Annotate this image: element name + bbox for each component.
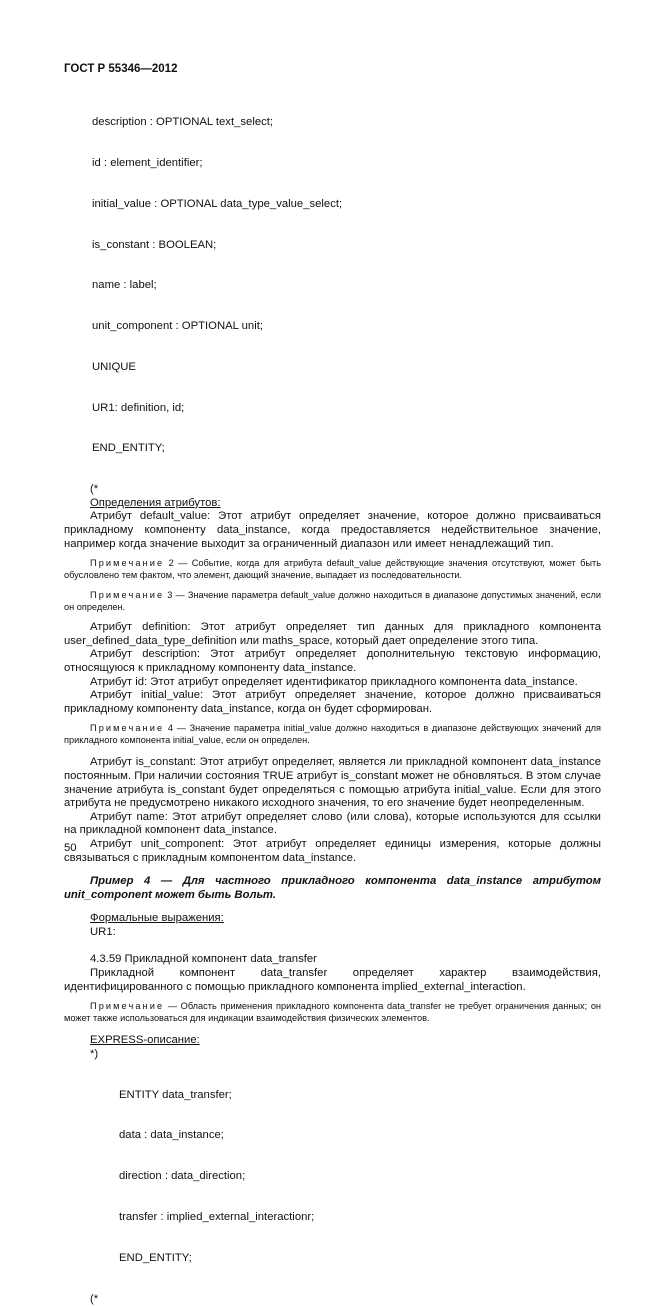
code-line: ENTITY data_transfer;	[119, 1088, 232, 1101]
note-2	[64, 557, 601, 581]
code-line: unit_component : OPTIONAL unit;	[92, 320, 264, 333]
note-text: — Значение параметра initial_value должно находиться в диапазоне действующих значений для прикладного компонента initial_value, если он определен.	[64, 723, 601, 746]
paragraph-definition: Атрибут definition: Этот атрибут определяет тип данных для прикладного компонента user_defined_data_type_definition или maths_space, который дает определение этого типа.	[64, 621, 601, 647]
paragraph-unit-component: Атрибут unit_component: Этот атрибут определяет единицы измерения, которые должны связываться с прикладным компонентом data_instance.	[64, 837, 601, 864]
code-line: transfer : implied_external_interactionr;	[119, 1210, 315, 1223]
code-line: initial_value : OPTIONAL data_type_value_select;	[92, 197, 343, 210]
formal-rule-ur1: UR1:	[90, 925, 116, 938]
note-text: — Событие, когда для атрибута default_value действующие значения отсутствуют, может быть обусловлено тем фактом, что элемент, дающий значение, выпадает из последовательности.	[64, 558, 601, 581]
paragraph-id: Атрибут id: Этот атрибут определяет идентификатор прикладного компонента data_instance.	[90, 675, 578, 688]
attributes-heading: Определения атрибутов:	[90, 496, 221, 509]
example-4: Пример 4 — Для частного прикладного компонента data_instance атрибутом unit_component может быть Вольт.	[64, 875, 601, 901]
comment-open: (*	[90, 483, 99, 496]
document-body	[64, 89, 601, 1306]
code-line: direction : data_direction;	[119, 1170, 246, 1183]
paragraph-data-transfer: Прикладной компонент data_transfer определяет характер взаимодействия, идентифицированного с помощью прикладного компонента implied_external_interaction.	[64, 967, 601, 993]
document-header: ГОСТ Р 55346—2012	[64, 63, 178, 75]
note-label: Примечание	[90, 558, 165, 569]
paragraph-default-value: Атрибут default_value: Этот атрибут определяет значение, которое должно присваиваться прикладному компоненту data_instance, когда предоставляется недействительное значение, например когда значение выходит за ограниченный диапазон или имеет ненадлежащий тип.	[64, 510, 601, 550]
code-line: END_ENTITY;	[92, 442, 165, 455]
express-code-block-2	[119, 1061, 601, 1292]
paragraph-description: Атрибут description: Этот атрибут определяет дополнительную текстовую информацию, относящуюся к прикладному компоненту data_instance.	[64, 648, 601, 674]
paragraph-name: Атрибут name: Этот атрибут определяет слово (или слова), которые используются для ссылки на прикладной компонент data_instance.	[64, 810, 601, 837]
paragraph-is-constant: Атрибут is_constant: Этот атрибут определяет, является ли прикладной компонент data_instance постоянным. При наличии состояния TRUE атрибут is_constant может не обновляться. В этом случае значение атрибута is_constant будет определяться с помощью атрибута initial_value. Если для этого атрибута не предусмотрено никакого исходного значения, то его значение будет неопределенным.	[64, 756, 601, 810]
code-line: id : element_identifier;	[92, 156, 203, 169]
comment-open-2: (*	[90, 1292, 99, 1305]
note-label: Примечание	[90, 1001, 165, 1012]
note-4	[64, 722, 601, 746]
code-line: is_constant : BOOLEAN;	[92, 238, 217, 251]
paragraph-initial-value: Атрибут initial_value: Этот атрибут определяет значение, которое должно присваиваться прикладному компоненту data_instance, когда он будет сформирован.	[64, 689, 601, 715]
note-label: Примечание	[90, 723, 165, 734]
note-number: 2	[168, 558, 174, 569]
note-number: 3	[167, 590, 173, 601]
code-line: name : label;	[92, 279, 157, 292]
express-heading: EXPRESS-описание:	[90, 1034, 200, 1047]
code-line: UNIQUE	[92, 360, 136, 373]
note-3	[64, 589, 601, 613]
formal-expressions-heading: Формальные выражения:	[90, 912, 224, 925]
express-open: *)	[90, 1047, 99, 1060]
page-number: 50	[64, 842, 77, 854]
express-code-block-1	[92, 89, 601, 483]
code-line: UR1: definition, id;	[92, 401, 185, 414]
code-line: data : data_instance;	[119, 1129, 224, 1142]
note-label: Примечание	[90, 590, 165, 601]
code-line: description : OPTIONAL text_select;	[92, 116, 274, 129]
code-line: END_ENTITY;	[119, 1251, 192, 1264]
note-text: — Область применения прикладного компонента data_transfer не требует ограничения данных; он может также использоваться для индикации взаимодействия физических элементов.	[64, 1001, 601, 1024]
section-heading: 4.3.59 Прикладной компонент data_transfer	[90, 953, 317, 966]
note-text: — Значение параметра default_value должно находиться в диапазоне допустимых значений, если он определен.	[64, 590, 601, 613]
note-5	[64, 1000, 601, 1024]
note-number: 4	[167, 723, 174, 734]
